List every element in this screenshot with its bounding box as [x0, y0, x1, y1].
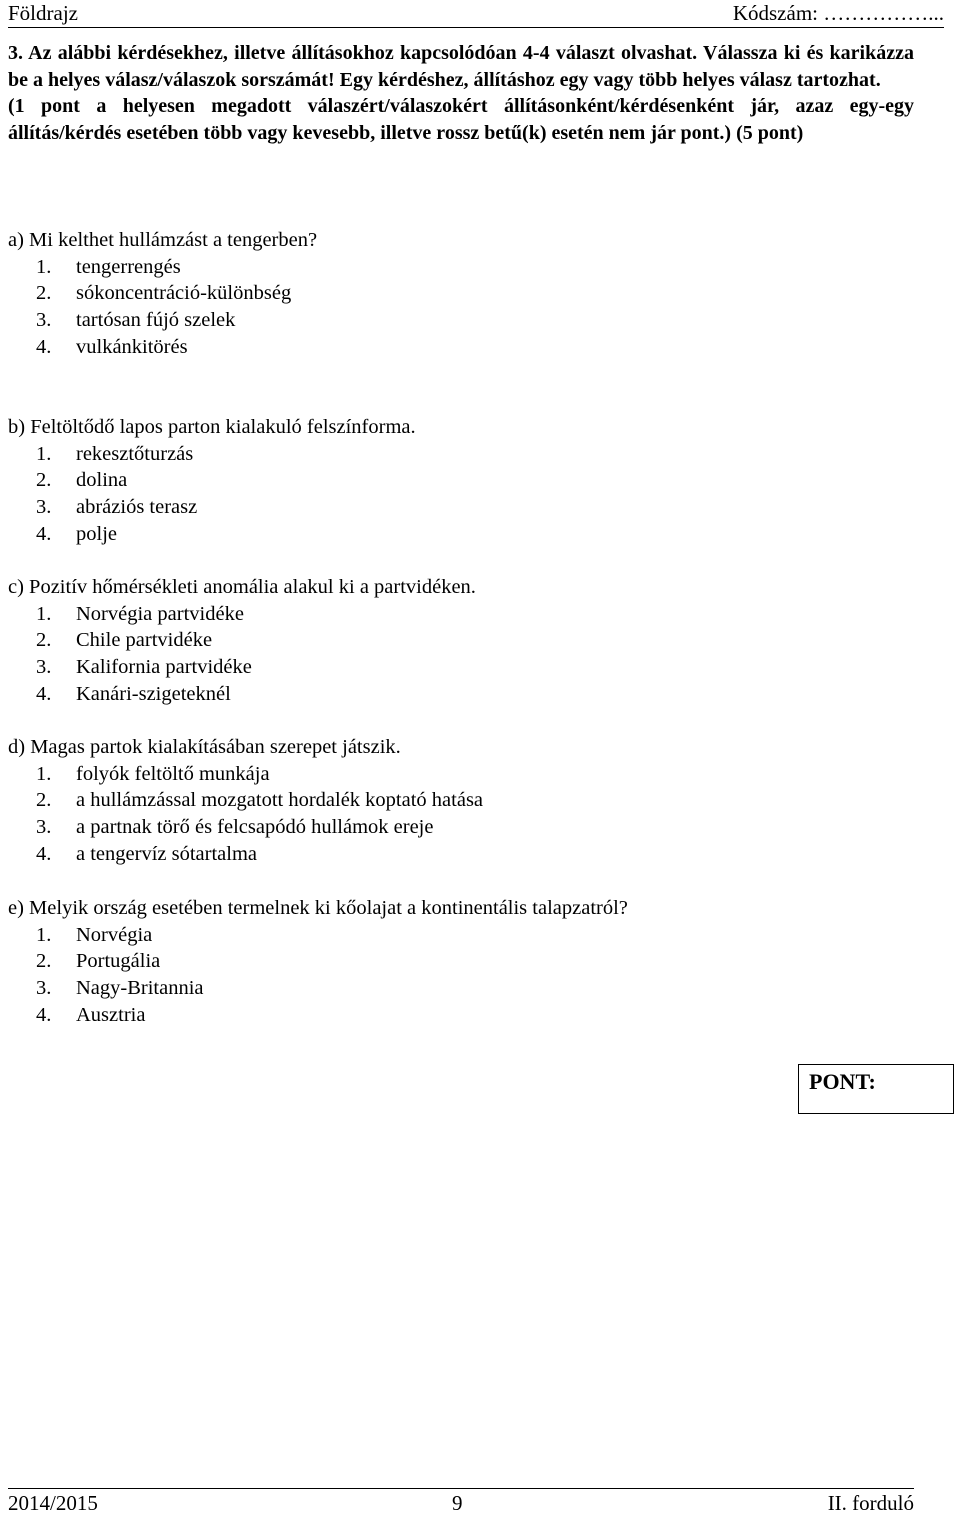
- option-number: 2.: [36, 469, 52, 492]
- option-text: tartósan fújó szelek: [76, 309, 236, 332]
- footer-rule: [8, 1488, 914, 1489]
- question-stem: a) Mi kelthet hullámzást a tengerben?: [8, 229, 318, 251]
- option-list: [8, 441, 416, 548]
- option-item[interactable]: [8, 521, 416, 548]
- option-number: 3.: [36, 816, 52, 839]
- option-number: 4.: [36, 842, 52, 865]
- option-text: sókoncentráció-különbség: [76, 282, 292, 305]
- option-item[interactable]: [8, 975, 628, 1002]
- question-e: [8, 895, 628, 1029]
- option-text: Nagy-Britannia: [76, 977, 204, 1000]
- question-d: [8, 734, 483, 868]
- option-text: Norvégia: [76, 923, 153, 946]
- page-number: 9: [452, 1491, 463, 1515]
- option-number: 1.: [36, 442, 52, 465]
- option-item[interactable]: [8, 627, 476, 654]
- option-item[interactable]: [8, 467, 416, 494]
- option-number: 1.: [36, 255, 52, 278]
- option-number: 4.: [36, 522, 52, 545]
- question-c: [8, 574, 476, 708]
- option-text: folyók feltöltő munkája: [76, 762, 270, 785]
- task-instruction-main: 3. Az alábbi kérdésekhez, illetve állításokhoz kapcsolódóan 4-4 választ olvashat. Válassza ki és karikázza be a helyes válasz/válaszok sorszámát! Egy kérdéshez, állításhoz egy vagy több helyes válasz tartozhat.: [8, 42, 914, 91]
- option-text: Ausztria: [76, 1003, 146, 1026]
- option-number: 4.: [36, 682, 52, 705]
- option-text: a hullámzással mozgatott hordalék koptató hatása: [76, 789, 484, 812]
- option-item[interactable]: [8, 280, 317, 307]
- option-text: Norvégia partvidéke: [76, 602, 244, 625]
- option-number: 1.: [36, 602, 52, 625]
- school-year: 2014/2015: [8, 1491, 98, 1515]
- option-text: rekesztőturzás: [76, 442, 194, 465]
- option-item[interactable]: [8, 601, 476, 628]
- option-item[interactable]: [8, 441, 416, 468]
- code-label: Kódszám: ……………...: [732, 1, 944, 25]
- question-stem: d) Magas partok kialakításában szerepet játszik.: [8, 736, 401, 758]
- option-text: tengerrengés: [76, 255, 181, 278]
- option-text: dolina: [76, 469, 128, 492]
- option-item[interactable]: [8, 841, 483, 868]
- option-text: polje: [76, 522, 117, 545]
- option-item[interactable]: [8, 334, 317, 361]
- option-number: 2.: [36, 629, 52, 652]
- page-header: [8, 0, 944, 30]
- question-stem: e) Melyik ország esetében termelnek ki kőolajat a kontinentális talapzatról?: [8, 897, 628, 919]
- option-number: 2.: [36, 789, 52, 812]
- option-number: 3.: [36, 309, 52, 332]
- option-item[interactable]: [8, 681, 476, 708]
- option-item[interactable]: [8, 787, 483, 814]
- option-text: Kanári-szigeteknél: [76, 682, 231, 705]
- option-list: [8, 601, 476, 708]
- option-list: [8, 254, 317, 361]
- header-rule: [8, 27, 944, 28]
- option-item[interactable]: [8, 814, 483, 841]
- option-text: Kalifornia partvidéke: [76, 656, 252, 679]
- option-text: abráziós terasz: [76, 496, 198, 519]
- option-text: Chile partvidéke: [76, 629, 213, 652]
- score-label: PONT:: [809, 1069, 876, 1094]
- question-stem: b) Feltöltődő lapos parton kialakuló felszínforma.: [8, 416, 416, 438]
- option-item[interactable]: [8, 307, 317, 334]
- question-a: [8, 227, 317, 361]
- question-b: [8, 414, 416, 548]
- option-number: 3.: [36, 656, 52, 679]
- option-number: 1.: [36, 762, 52, 785]
- option-list: [8, 922, 628, 1029]
- subject-label: Földrajz: [8, 1, 78, 25]
- task-instructions: [8, 40, 914, 146]
- option-item[interactable]: [8, 761, 483, 788]
- option-item[interactable]: [8, 948, 628, 975]
- question-stem: c) Pozitív hőmérsékleti anomália alakul ki a partvidéken.: [8, 576, 476, 598]
- option-text: vulkánkitörés: [76, 335, 188, 358]
- option-number: 4.: [36, 1003, 52, 1026]
- option-item[interactable]: [8, 922, 628, 949]
- option-list: [8, 761, 483, 868]
- option-text: a tengervíz sótartalma: [76, 842, 257, 865]
- task-instruction-scoring: (1 pont a helyesen megadott válaszért/válaszokért állításonként/kérdésenként jár, azaz egy-egy állítás/kérdés esetében több vagy kevesebb, illetve rossz betű(k) esetén nem jár pont.) (5 pont): [8, 95, 914, 144]
- score-box[interactable]: [798, 1064, 954, 1114]
- option-text: Portugália: [76, 950, 161, 973]
- option-number: 3.: [36, 977, 52, 1000]
- option-text: a partnak törő és felcsapódó hullámok ereje: [76, 816, 434, 839]
- option-number: 2.: [36, 950, 52, 973]
- option-number: 1.: [36, 923, 52, 946]
- option-item[interactable]: [8, 254, 317, 281]
- option-item[interactable]: [8, 494, 416, 521]
- option-number: 2.: [36, 282, 52, 305]
- round-label: II. forduló: [827, 1491, 914, 1515]
- option-number: 3.: [36, 496, 52, 519]
- page-footer: [8, 1488, 914, 1515]
- option-item[interactable]: [8, 654, 476, 681]
- option-item[interactable]: [8, 1002, 628, 1029]
- option-number: 4.: [36, 335, 52, 358]
